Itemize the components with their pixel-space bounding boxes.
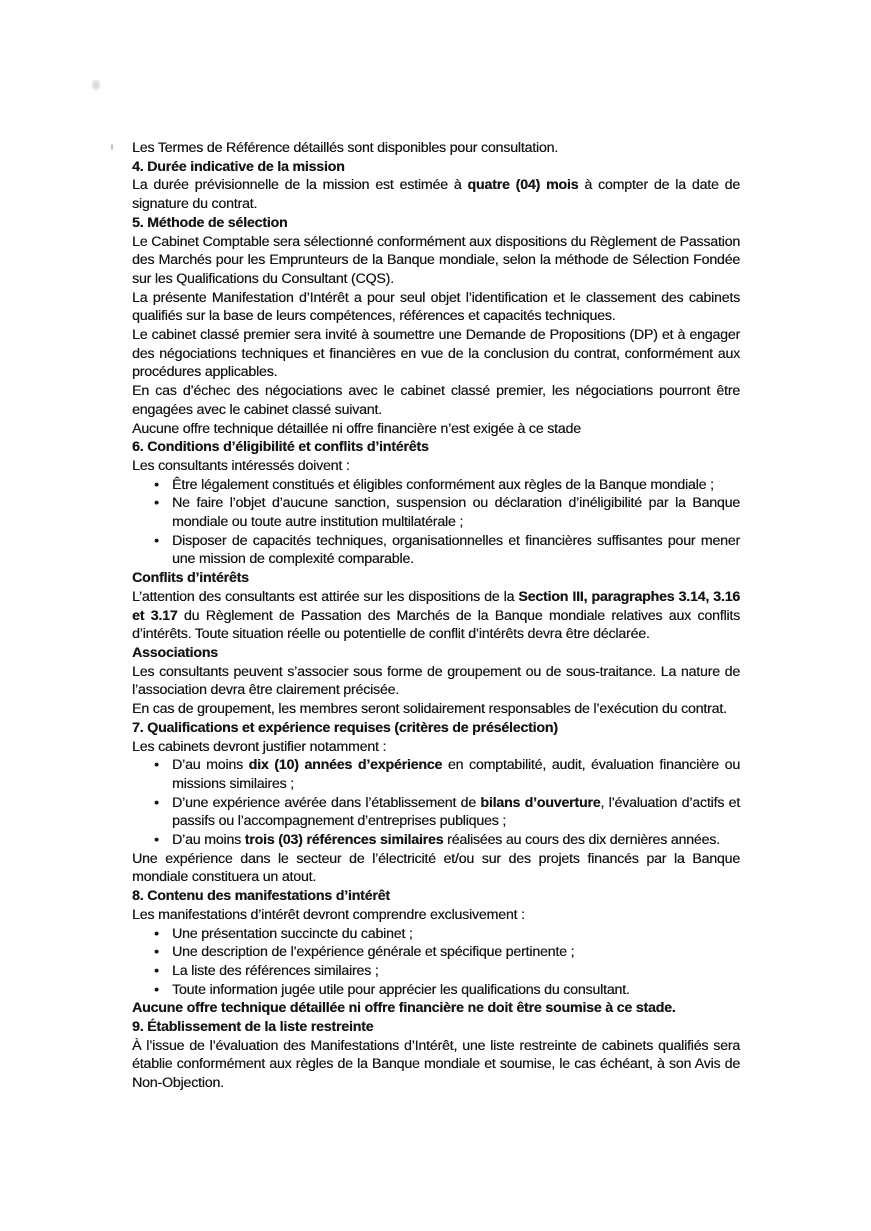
text-segment: du Règlement de Passation des Marchés de la Banque mondiale relatives aux conflits d’intérêts. Toute situation réelle ou potentielle de conflit d’intérêts devra être déclarée. [132, 607, 740, 643]
text-segment: Le Cabinet Comptable sera sélectionné conformément aux dispositions du Règlement de Passation des Marchés pour les Emprunteurs de la Banque mondiale, selon la méthode de Sélection Fondée sur les Qualifications du Consultant (CQS). [132, 233, 740, 287]
paragraph [132, 999, 740, 1018]
text-segment: quatre (04) mois [467, 177, 579, 194]
bullet-icon: • [154, 757, 159, 774]
bullet-icon: • [154, 981, 159, 998]
bullet-item-text [172, 831, 740, 850]
paragraph [132, 289, 740, 326]
bullet-item [132, 494, 740, 531]
bullet-item [132, 532, 740, 569]
bullet-item [132, 756, 740, 793]
text-segment: Aucune offre technique détaillée ni offre financière n’est exigée à ce stade [132, 420, 581, 437]
bullet-item-text [172, 494, 740, 531]
text-segment: , l’évaluation d’actifs et passifs ou l’accompagnement d’entreprises publiques ; [172, 794, 740, 830]
scan-artifact [111, 144, 113, 150]
text-segment: Section III, paragraphes 3.14, 3.16 et 3.17 [132, 588, 740, 624]
paragraph [132, 139, 740, 158]
bullet-item-text [172, 981, 740, 1000]
text-segment: 4. Durée indicative de la mission [132, 158, 345, 175]
bullet-icon: • [154, 832, 159, 849]
text-segment: Les Termes de Référence détaillés sont disponibles pour consultation. [132, 140, 559, 156]
bullet-icon: • [154, 794, 159, 811]
bullet-item-text [172, 532, 740, 569]
text-segment: en comptabilité, audit, évaluation financière ou missions similaires ; [172, 757, 740, 792]
paragraph [132, 457, 740, 476]
paragraph [132, 738, 740, 757]
bullet-item-text [172, 925, 740, 944]
text-segment: Les consultants intéressés doivent : [132, 457, 350, 474]
section-heading [132, 887, 740, 906]
paragraph [132, 176, 740, 213]
text-segment: dix (10) années d’expérience [248, 757, 443, 774]
paragraph [132, 382, 740, 419]
paragraph [132, 906, 740, 925]
text-segment: réalisées au cours des dix dernières années. [443, 832, 720, 849]
bullet-item [132, 943, 740, 962]
text-segment: Le cabinet classé premier sera invité à soumettre une Demande de Propositions (DP) et à engager des négociations techniques et financières en vue de la conclusion du contrat, conformément aux procédures applicables. [132, 327, 740, 381]
text-segment: à compter de la date de signature du contrat. [132, 177, 740, 213]
bullet-item-text [172, 756, 740, 793]
text-segment: trois (03) références similaires [244, 832, 444, 849]
bullet-icon: • [154, 532, 159, 549]
text-segment: 9. Établissement de la liste restreinte [132, 1019, 374, 1036]
text-segment: 5. Méthode de sélection [132, 214, 288, 231]
bullet-icon: • [154, 962, 159, 979]
text-segment: bilans d’ouverture [480, 794, 601, 811]
text-segment: Une expérience dans le secteur de l’électricité et/ou sur des projets financés par la Banque mondiale constituera un atout. [132, 850, 740, 886]
text-segment: En cas de groupement, les membres seront solidairement responsables de l’exécution du contrat. [132, 701, 727, 718]
section-heading [132, 1018, 740, 1037]
text-segment: Être légalement constitués et éligibles conformément aux règles de la Banque mondiale ; [172, 476, 714, 493]
bullet-item-text [172, 943, 740, 962]
text-segment: Associations [132, 644, 218, 661]
text-segment: En cas d’échec des négociations avec le cabinet classé premier, les négociations pourront être engagées avec le cabinet classé suivant. [132, 383, 740, 418]
section-heading [132, 438, 740, 457]
text-segment: Une présentation succincte du cabinet ; [172, 925, 413, 942]
bullet-icon: • [154, 495, 159, 512]
text-segment: Une description de l’expérience générale et spécifique pertinente ; [172, 944, 575, 961]
text-segment: La liste des références similaires ; [172, 962, 379, 979]
paragraph [132, 850, 740, 887]
bullet-item [132, 831, 740, 850]
paragraph [132, 588, 740, 644]
document-content [132, 139, 740, 1093]
text-segment: Les cabinets devront justifier notamment : [132, 738, 387, 755]
scan-artifact [92, 80, 100, 90]
text-segment: Toute information jugée utile pour apprécier les qualifications du consultant. [172, 981, 630, 998]
paragraph [132, 420, 740, 439]
text-segment: 6. Conditions d’éligibilité et conflits d’intérêts [132, 439, 429, 456]
bullet-item-text [172, 794, 740, 831]
section-heading [132, 569, 740, 588]
paragraph [132, 700, 740, 719]
text-segment: Disposer de capacités techniques, organisationnelles et financières suffisantes pour mener une mission de complexité comparable. [172, 532, 740, 568]
text-segment: Ne faire l’objet d’aucune sanction, suspension ou déclaration d’inéligibilité par la Banque mondiale ou toute autre institution multilatérale ; [172, 495, 740, 531]
bullet-icon: • [154, 476, 159, 493]
bullet-icon: • [154, 925, 159, 942]
text-segment: 7. Qualifications et expérience requises (critères de présélection) [132, 719, 558, 736]
paragraph [132, 233, 740, 289]
text-segment: Les manifestations d’intérêt devront comprendre exclusivement : [132, 906, 525, 923]
bullet-icon: • [154, 944, 159, 961]
text-segment: L’attention des consultants est attirée sur les dispositions de la [132, 588, 519, 605]
section-heading [132, 719, 740, 738]
text-segment: 8. Contenu des manifestations d’intérêt [132, 888, 390, 905]
section-heading [132, 644, 740, 663]
text-segment: D’une expérience avérée dans l’établissement de [172, 794, 481, 811]
bullet-item [132, 962, 740, 981]
text-segment: Les consultants peuvent s’associer sous forme de groupement ou de sous-traitance. La nature de l’association devra être clairement précisée. [132, 663, 740, 699]
text-segment: La durée prévisionnelle de la mission est estimée à [132, 177, 468, 194]
bullet-item [132, 981, 740, 1000]
bullet-item [132, 794, 740, 831]
paragraph [132, 663, 740, 700]
bullet-item [132, 476, 740, 495]
text-segment: D’au moins [172, 832, 245, 849]
paragraph [132, 326, 740, 382]
bullet-item [132, 925, 740, 944]
text-segment: D’au moins [172, 757, 249, 774]
section-heading [132, 214, 740, 233]
text-segment: Conflits d’intérêts [132, 570, 249, 587]
paragraph [132, 1037, 740, 1093]
text-segment: À l’issue de l’évaluation des Manifestations d’Intérêt, une liste restreinte de cabinets qualifiés sera établie conformément aux règles de la Banque mondiale et soumise, le cas échéant, à son Avis de Non-Objection. [132, 1037, 740, 1092]
text-segment: Aucune offre technique détaillée ni offre financière ne doit être soumise à ce stade. [132, 1000, 676, 1017]
text-segment: La présente Manifestation d’Intérêt a pour seul objet l’identification et le classement des cabinets qualifiés sur la base de leurs compétences, références et capacités techniques. [132, 289, 740, 325]
bullet-item-text [172, 476, 740, 495]
section-heading [132, 158, 740, 177]
bullet-item-text [172, 962, 740, 981]
